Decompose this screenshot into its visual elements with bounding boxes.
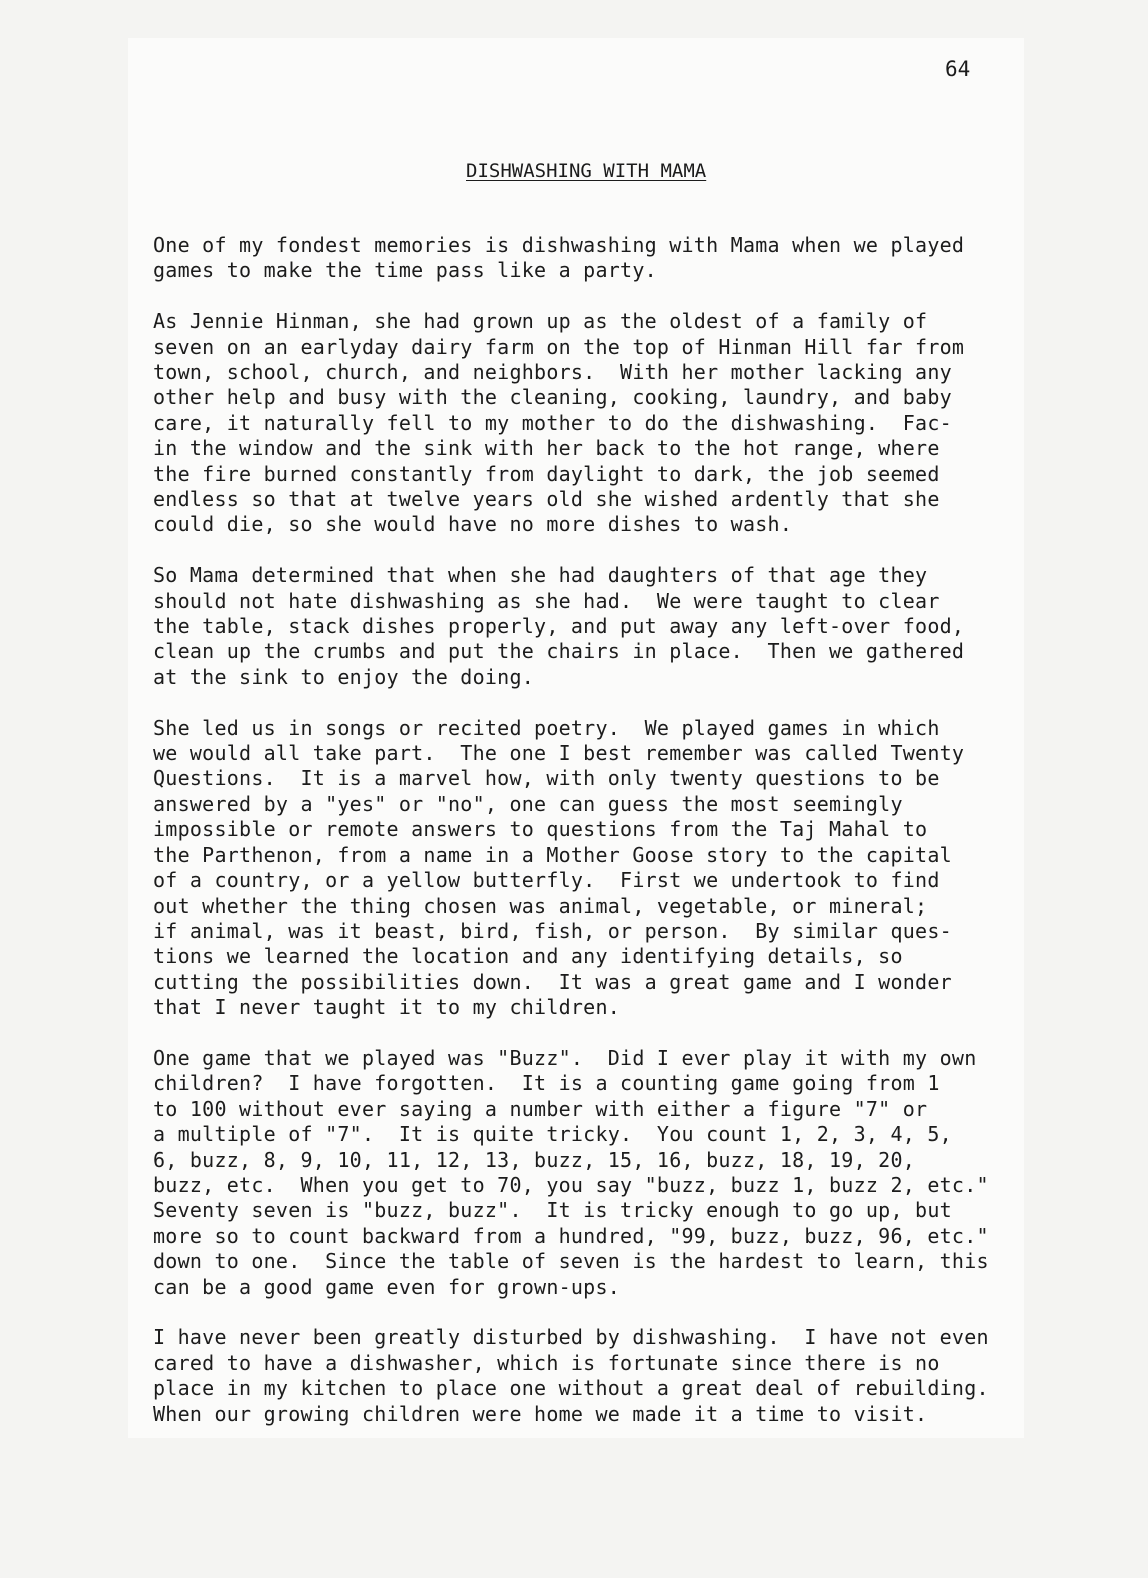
text-line: to 100 without ever saying a number with either a figure "7" or [153,1096,928,1121]
text-line: One game that we played was "Buzz". Did I ever play it with my own [153,1045,977,1070]
text-line: out whether the thing chosen was animal, vegetable, or mineral; [153,893,928,918]
text-line: we would all take part. The one I best remember was called Twenty [153,741,965,766]
text-line: I have never been greatly disturbed by dishwashing. I have not even [153,1325,989,1350]
text-line: As Jennie Hinman, she had grown up as the oldest of a family of [153,309,928,334]
text-line: Seventy seven is "buzz, buzz". It is tricky enough to go up, but [153,1198,952,1223]
text-line: the Parthenon, from a name in a Mother Goose story to the capital [153,842,952,867]
text-line: the table, stack dishes properly, and put away any left-over food, [153,614,965,639]
text-line: a multiple of "7". It is quite tricky. You count 1, 2, 3, 4, 5, [153,1122,952,1147]
text-line: endless so that at twelve years old she wished ardently that she [153,487,940,512]
paragraph [153,309,1023,538]
text-line: care, it naturally fell to my mother to do the dishwashing. Fac- [153,410,952,435]
text-line: tions we learned the location and any identifying details, so [153,944,903,969]
body-text [153,233,1023,1452]
document-title: DISHWASHING WITH MAMA [466,160,707,182]
text-line: other help and busy with the cleaning, cooking, laundry, and baby [153,385,952,410]
text-line: could die, so she would have no more dishes to wash. [153,512,793,537]
text-line: buzz, etc. When you get to 70, you say "buzz, buzz 1, buzz 2, etc." [153,1172,989,1197]
text-line: cutting the possibilities down. It was a great game and I wonder [153,969,952,994]
paragraph [153,1325,1023,1427]
text-line: can be a good game even for grown-ups. [153,1274,621,1299]
page-number: 64 [945,57,971,81]
text-line: answered by a "yes" or "no", one can guess the most seemingly [153,791,903,816]
text-line: of a country, or a yellow butterfly. First we undertook to find [153,868,940,893]
text-line: One of my fondest memories is dishwashing with Mama when we played [153,233,965,257]
paragraph [153,1046,1023,1300]
text-line: more so to count backward from a hundred, "99, buzz, buzz, 96, etc." [153,1223,989,1248]
text-line: place in my kitchen to place one without a great deal of rebuilding. [153,1376,989,1401]
text-line: town, school, church, and neighbors. With her mother lacking any [153,360,952,385]
text-line: cared to have a dishwasher, which is fortunate since there is no [153,1350,940,1375]
text-line: impossible or remote answers to questions from the Taj Mahal to [153,817,928,842]
text-line: children? I have forgotten. It is a counting game going from 1 [153,1071,940,1096]
text-line: 6, buzz, 8, 9, 10, 11, 12, 13, buzz, 15, 16, buzz, 18, 19, 20, [153,1147,916,1172]
text-line: down to one. Since the table of seven is the hardest to learn, this [153,1249,989,1274]
text-line: games to make the time pass like a party. [153,258,657,283]
text-line: She led us in songs or recited poetry. We played games in which [153,715,940,740]
text-line: clean up the crumbs and put the chairs in place. Then we gathered [153,639,965,664]
paragraph [153,233,1023,284]
text-line: seven on an earlyday dairy farm on the top of Hinman Hill far from [153,334,965,359]
text-line: at the sink to enjoy the doing. [153,664,535,689]
text-line: should not hate dishwashing as she had. We were taught to clear [153,588,940,613]
text-line: So Mama determined that when she had daughters of that age they [153,563,928,588]
text-line: that I never taught it to my children. [153,995,621,1020]
text-line: When our growing children were home we made it a time to visit. [153,1401,928,1426]
text-line: the fire burned constantly from daylight to dark, the job seemed [153,461,940,486]
text-line: Questions. It is a marvel how, with only twenty questions to be [153,766,940,791]
text-line: in the window and the sink with her back to the hot range, where [153,436,940,461]
paragraph [153,563,1023,690]
paragraph [153,716,1023,1021]
text-line: if animal, was it beast, bird, fish, or person. By similar ques- [153,918,952,943]
